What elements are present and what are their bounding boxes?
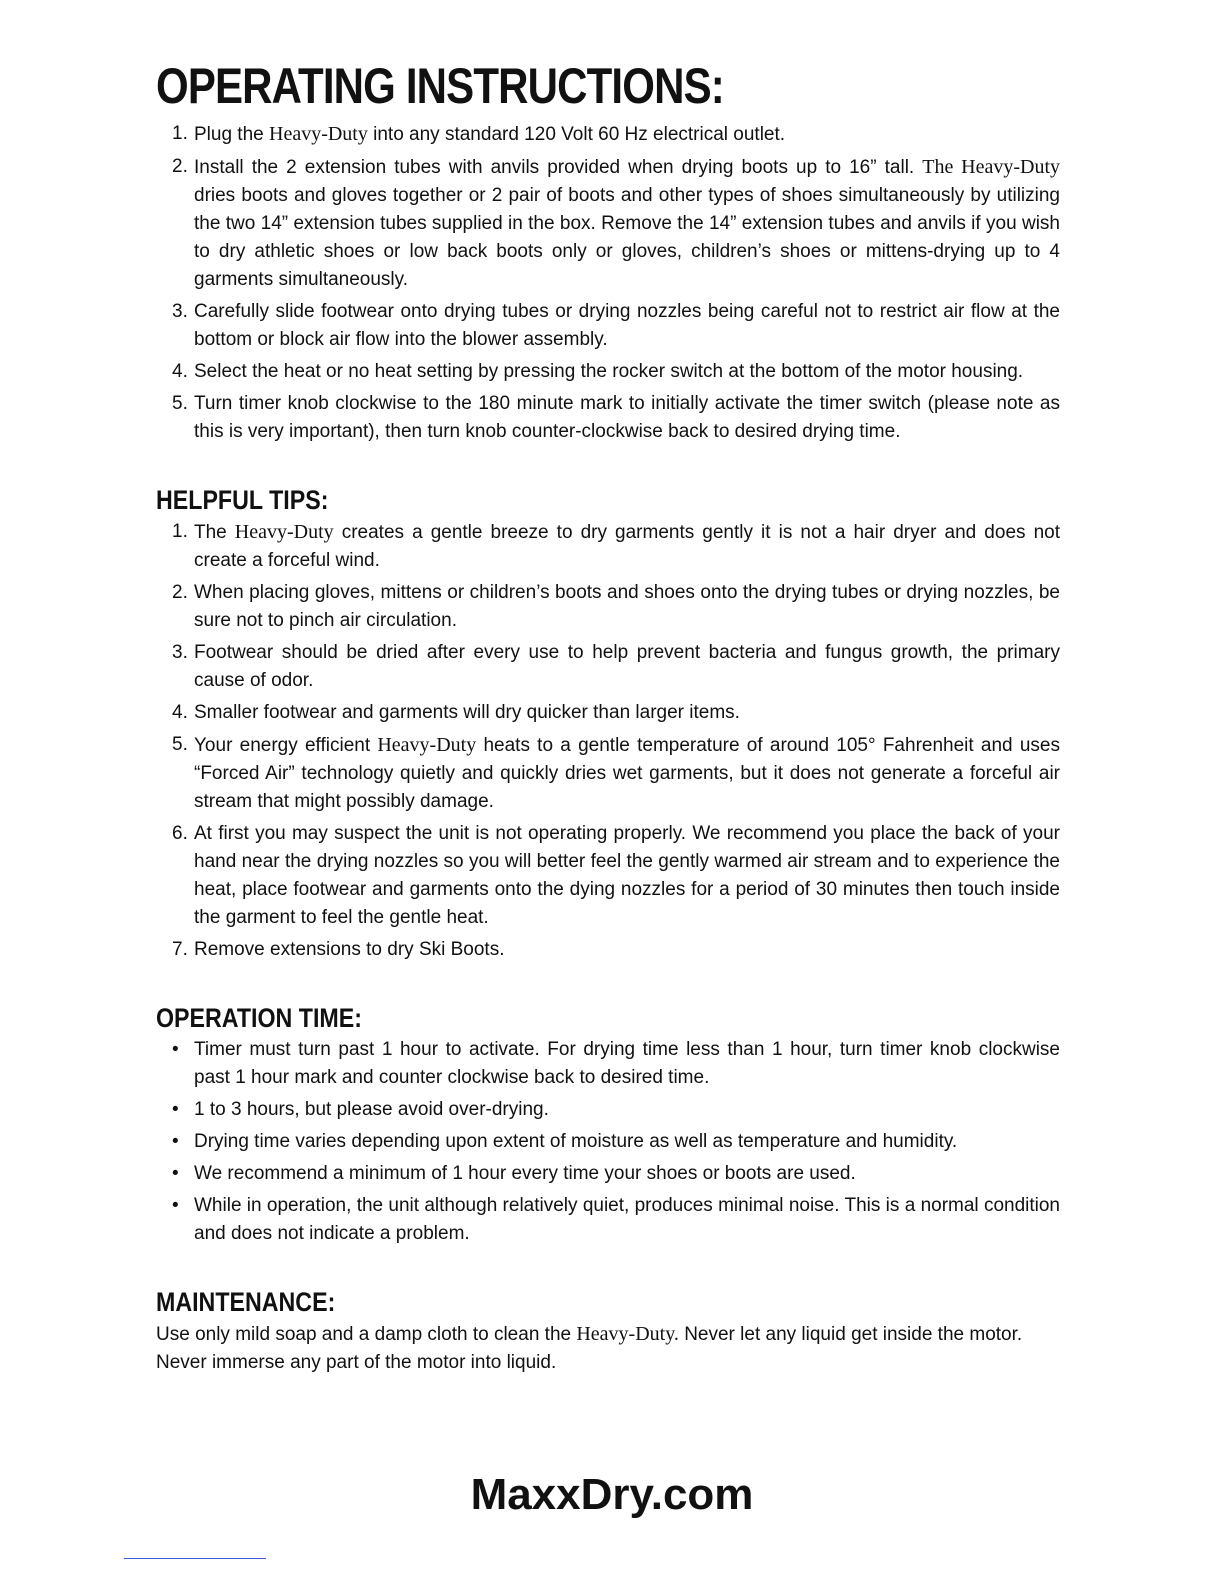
list-item: 3. Carefully slide footwear onto drying tubes or drying nozzles being careful not to restrict air flow at the bottom or block air flow into the blower assembly.: [172, 301, 1060, 350]
list-item: 1. Plug the Heavy-Duty into any standard 120 Volt 60 Hz electrical outlet.: [172, 123, 786, 145]
list-item: • We recommend a minimum of 1 hour every time your shoes or boots are used.: [156, 1160, 1060, 1188]
footer-website: MaxxDry.com: [470, 1470, 754, 1519]
list-item: 7. Remove extensions to dry Ski Boots.: [172, 939, 505, 960]
maintenance-heading: MAINTENANCE:: [156, 1287, 336, 1317]
list-item: • 1 to 3 hours, but please avoid over-drying.: [156, 1096, 1060, 1124]
bullet-icon: •: [172, 1131, 179, 1152]
list-item: 4. Smaller footwear and garments will dry quicker than larger items.: [172, 702, 740, 723]
page-title: OPERATING INSTRUCTIONS:: [156, 58, 724, 114]
brand-name: Heavy-Duty.: [576, 1323, 679, 1345]
brand-name: Heavy-Duty: [234, 521, 334, 543]
document-page: [156, 58, 1060, 1377]
brand-name: Heavy-Duty: [377, 734, 477, 756]
list-item: • Drying time varies depending upon extent of moisture as well as temperature and humidity.: [156, 1128, 1060, 1156]
brand-name: The Heavy-Duty: [922, 156, 1060, 178]
operation-time-heading: OPERATION TIME:: [156, 1003, 362, 1033]
bullet-icon: •: [172, 1163, 179, 1184]
helpful-tips-list: [156, 518, 1060, 964]
maintenance-text: Use only mild soap and a damp cloth to clean the Heavy-Duty. Never let any liquid get inside the motor. Never immerse any part of the motor into liquid.: [156, 1323, 1023, 1373]
helpful-tips-heading: HELPFUL TIPS:: [156, 485, 329, 515]
bullet-icon: •: [172, 1039, 179, 1060]
list-item: 5. Turn timer knob clockwise to the 180 minute mark to initially activate the timer switch (please note as this is very important), then turn knob counter-clockwise back to desired drying time.: [172, 393, 1060, 442]
list-item: 3. Footwear should be dried after every use to help prevent bacteria and fungus growth, the primary cause of odor.: [172, 642, 1060, 691]
list-item: • Timer must turn past 1 hour to activate. For drying time less than 1 hour, turn timer knob clockwise past 1 hour mark and counter clockwise back to desired time.: [156, 1036, 1060, 1092]
operating-steps-list: [156, 120, 1060, 446]
footer-divider: [124, 1558, 266, 1559]
list-item: 2. Install the 2 extension tubes with anvils provided when drying boots up to 16” tall. The Heavy-Duty dries boots and gloves together or 2 pair of boots and other types of shoes simultaneously by utilizing the two 14” extension tubes supplied in the box. Remove the 14” extension tubes and anvils if you wish to dry athletic shoes or low back boots only or gloves, children’s shoes or mittens-drying up to 4 garments simultaneously.: [172, 156, 1060, 290]
bullet-icon: •: [172, 1195, 179, 1216]
list-item: 2. When placing gloves, mittens or children’s boots and shoes onto the drying tubes or drying nozzles, be sure not to pinch air circulation.: [172, 582, 1060, 631]
list-item: 1. The Heavy-Duty creates a gentle breeze to dry garments gently it is not a hair dryer and does not create a forceful wind.: [172, 521, 1060, 571]
list-item: 5. Your energy efficient Heavy-Duty heats to a gentle temperature of around 105° Fahrenheit and uses “Forced Air” technology quietly and quickly dries wet garments, but it does not generate a forceful air stream that might possibly damage.: [172, 734, 1060, 812]
bullet-icon: •: [172, 1099, 179, 1120]
list-item: 6. At first you may suspect the unit is not operating properly. We recommend you place the back of your hand near the drying nozzles so you will better feel the gently warmed air stream and to experience the heat, place footwear and garments onto the dying nozzles for a period of 30 minutes then touch inside the garment to feel the gentle heat.: [172, 823, 1060, 928]
list-item: 4. Select the heat or no heat setting by pressing the rocker switch at the bottom of the motor housing.: [172, 361, 1024, 382]
list-item: • While in operation, the unit although relatively quiet, produces minimal noise. This is a normal condition and does not indicate a problem.: [156, 1192, 1060, 1248]
operation-time-list: [156, 1036, 1060, 1248]
brand-name: Heavy-Duty: [269, 123, 368, 145]
